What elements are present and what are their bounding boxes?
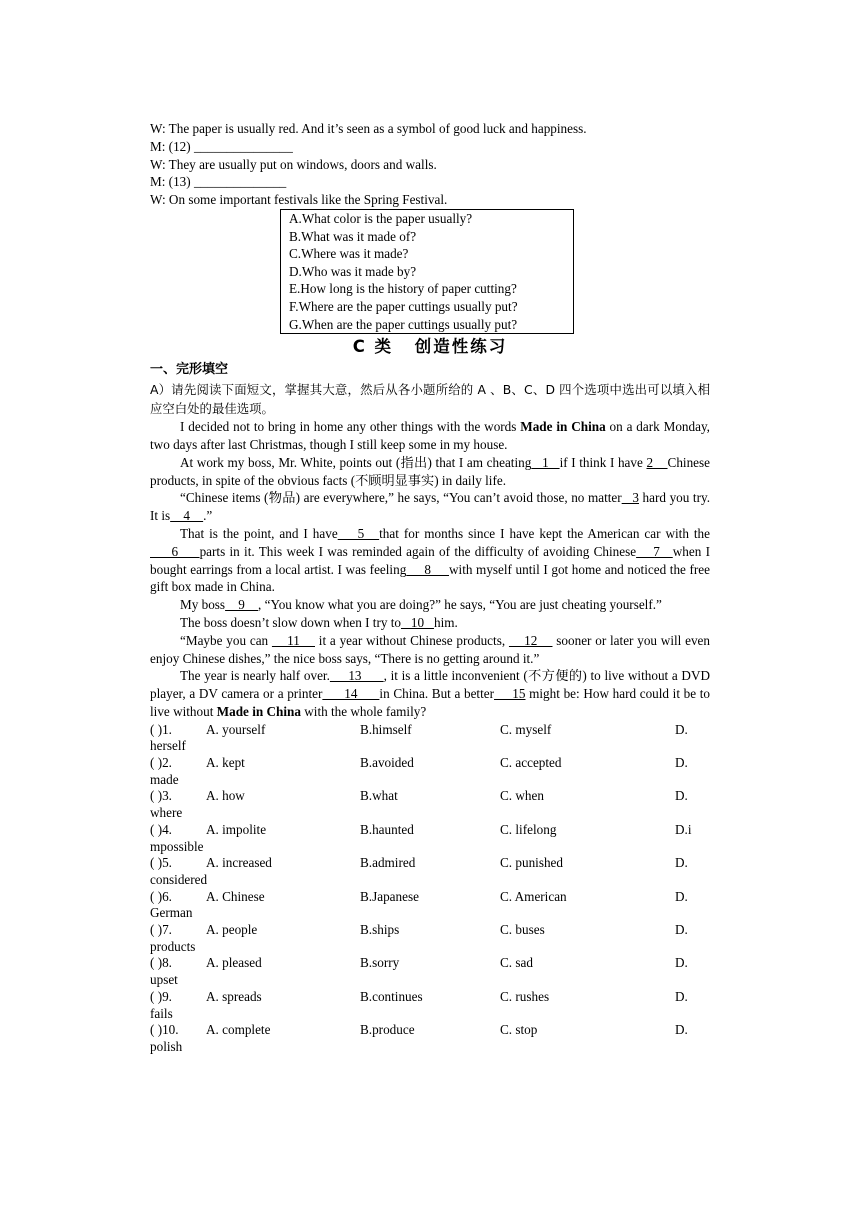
option-item: B.What was it made of?	[289, 228, 417, 244]
blank-4: 4	[170, 508, 204, 524]
passage-paragraph-4: That is the point, and I have 5 that for months since I have kept the American car with the 6 parts in it. This week I was reminded again of the difficulty of avoiding Chinese 7 when I bought earrings from a local artist. I was feeling 8 with myself until I got home and noticed the free gift box made in China.	[150, 525, 711, 595]
blank-15: 15	[494, 686, 526, 702]
question-item: ( )10. A. complete B.produce C. stop D. polish	[150, 1022, 688, 1054]
blank-9: 9	[225, 597, 259, 613]
blank-3: 3	[621, 490, 639, 506]
blank-8: 8	[406, 561, 449, 577]
blank-1: 1	[531, 454, 560, 470]
question-item: ( )6. A. Chinese B.Japanese C. American D. German	[150, 888, 688, 921]
answer-options-box	[280, 209, 574, 334]
option-item: C.Where was it made?	[289, 246, 409, 262]
dialogue-line: M: (13) ______________	[150, 174, 287, 190]
section-c-subtitle: 创造性练习	[414, 337, 508, 357]
question-item: ( )2. A. kept B.avoided C. accepted D. made	[150, 755, 688, 787]
blank-6: 6	[150, 543, 200, 559]
blank-2: 2	[646, 454, 668, 470]
document-page	[150, 120, 710, 1055]
section-c-heading	[150, 334, 710, 360]
section-c-title: 类	[374, 337, 394, 357]
cloze-instruction: A）请先阅读下面短文，掌握其大意，然后从各小题所给的 A 、B、C、D 四个选项中选出可以填入相应空白处的最佳选项。	[150, 382, 710, 417]
option-item: A.What color is the paper usually?	[289, 210, 473, 226]
dialogue-line: W: On some important festivals like the Spring Festival.	[150, 192, 448, 208]
dialogue-line: W: They are usually put on windows, doors and walls.	[150, 156, 437, 172]
passage-paragraph-8: The year is nearly half over. 13 , it is a little inconvenient (不方便的) to live without a DVD player, a DV camera or a printer 14 in China. But a better 15 might be: How hard could it be to live without Made in China with the whole family?	[150, 668, 711, 719]
passage-paragraph-6: The boss doesn’t slow down when I try to 10 him.	[180, 614, 458, 630]
question-item: ( )4. A. impolite B.haunted C. lifelong D.i mpossible	[150, 821, 692, 854]
question-item: ( )9. A. spreads B.continues C. rushes D. fails	[150, 988, 688, 1021]
passage-paragraph-7: “Maybe you can 11 it a year without Chinese products, 12 sooner or later you will even enjoy Chinese dishes,” the nice boss says, “There is no getting around it.”	[150, 632, 711, 666]
question-item: ( )5. A. increased B.admired C. punished D. considered	[150, 855, 688, 887]
option-item: E.How long is the history of paper cutting?	[289, 281, 517, 297]
cloze-title: 一、完形填空	[150, 362, 229, 378]
blank-11: 11	[271, 632, 315, 648]
question-item: ( )3. A. how B.what C. when D. where	[150, 788, 688, 821]
passage-paragraph-1: I decided not to bring in home any other things with the words Made in China on a dark Monday, two days after last Christmas, though I still keep some in my house.	[150, 419, 710, 452]
blank-7: 7	[636, 543, 673, 559]
section-c-label: C	[352, 337, 367, 357]
option-item: D.Who was it made by?	[289, 263, 417, 279]
option-item: G.When are the paper cuttings usually put?	[289, 316, 518, 332]
blank-10: 10	[401, 614, 434, 630]
passage-paragraph-3: “Chinese items (物品) are everywhere,” he says, “You can’t avoid those, no matter 3 hard you try. It is 4 .”	[150, 490, 711, 524]
option-item: F.Where are the paper cuttings usually put?	[289, 298, 518, 314]
question-item: ( )8. A. pleased B.sorry C. sad D. upset	[150, 955, 688, 988]
blank-14: 14	[322, 686, 380, 702]
blank-5: 5	[337, 525, 380, 541]
dialogue-line: M: (12) _______________	[150, 138, 293, 154]
dialogue-line: W: The paper is usually red. And it’s seen as a symbol of good luck and happiness.	[150, 121, 587, 136]
blank-12: 12	[508, 632, 553, 648]
question-list	[150, 721, 710, 1055]
question-item: ( )7. A. people B.ships C. buses D. products	[150, 922, 688, 954]
question-item: ( )1. A. yourself B.himself C. myself D. herself	[150, 721, 688, 754]
blank-13: 13	[329, 668, 384, 684]
passage-paragraph-5: My boss 9 , “You know what you are doing?” he says, “You are just cheating yourself.”	[180, 597, 662, 613]
dialogue	[150, 120, 710, 209]
passage-paragraph-2: At work my boss, Mr. White, points out (指出) that I am cheating 1 if I think I have 2 Chinese products, in spite of the obvious facts (不顾明显事实) in daily life.	[150, 454, 711, 488]
